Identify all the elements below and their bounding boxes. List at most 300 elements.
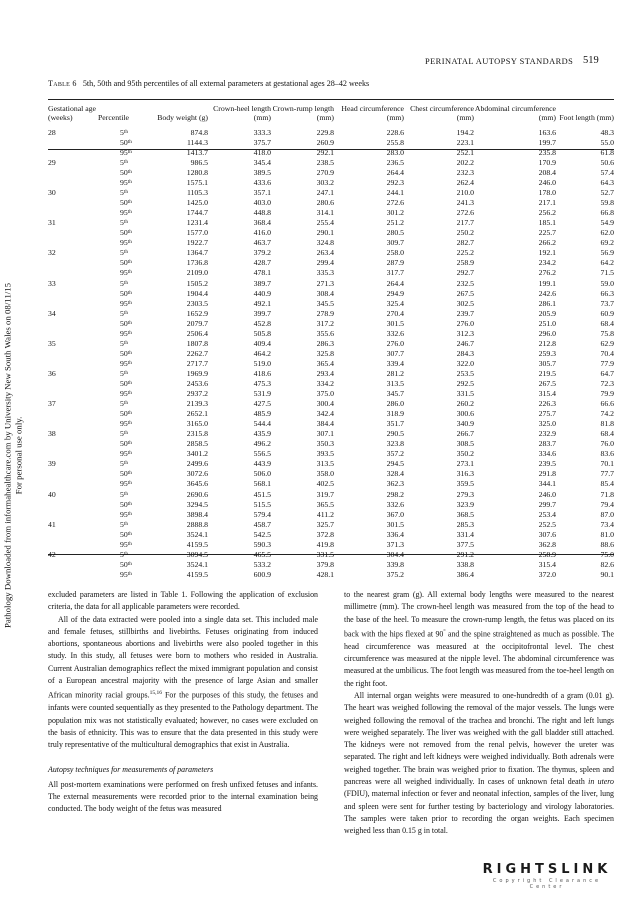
table-cell: 234.2: [538, 258, 556, 268]
percentile-suffix: th: [127, 299, 132, 306]
cell-gestational-age: [48, 409, 98, 419]
table-cell: 399.7: [253, 308, 271, 318]
table-row: [48, 399, 614, 409]
table-cell: 345.5: [316, 298, 334, 308]
table-cell: 358.0: [316, 469, 334, 479]
paragraph: [344, 589, 614, 690]
table-cell: 212.8: [538, 338, 556, 348]
table-cell: 260.9: [316, 137, 334, 147]
table-body: [48, 128, 614, 580]
table-cell: 303.2: [316, 178, 334, 188]
table-cell: 344.1: [538, 479, 556, 489]
table-cell: 331.4: [456, 529, 474, 539]
table-cell: 492.1: [253, 298, 271, 308]
table-cell: 307.6: [538, 529, 556, 539]
table-cell: 355.6: [316, 328, 334, 338]
table-row: [48, 409, 614, 419]
percentile-number: 50: [120, 258, 128, 268]
table-cell: 2499.6: [186, 459, 208, 469]
table-row: [48, 188, 614, 198]
table-cell: 357.1: [253, 188, 271, 198]
table-cell: 1652.9: [186, 308, 208, 318]
table-cell: 199.7: [538, 137, 556, 147]
table-row: [48, 319, 614, 329]
table-cell: 79.9: [600, 389, 614, 399]
table-cell: 556.5: [253, 449, 271, 459]
table-cell: 301.5: [386, 519, 404, 529]
cell-percentile: [98, 299, 138, 309]
table-cell: 314.1: [316, 208, 334, 218]
table-cell: 88.6: [600, 539, 614, 549]
paragraph: excluded parameters are listed in Table 1. Following the application of exclusion criteria, the data for all applicable parameters were recorded.: [48, 590, 318, 612]
cell-percentile: [98, 178, 138, 188]
header-abdominal-circumference: Abdominal circumference (mm): [474, 104, 556, 123]
table-cell: 428.1: [316, 569, 334, 579]
table-cell: 246.0: [538, 178, 556, 188]
table-cell: 275.7: [538, 409, 556, 419]
table-row: [48, 198, 614, 208]
table-row: [48, 138, 614, 148]
table-row: [48, 439, 614, 449]
table-cell: 194.2: [456, 127, 474, 137]
table-cell: 452.8: [253, 318, 271, 328]
table-row: [48, 268, 614, 278]
table-row: [48, 570, 614, 580]
table-cell: 568.1: [253, 479, 271, 489]
table-cell: 217.1: [538, 198, 556, 208]
table-cell: 296.0: [538, 328, 556, 338]
cell-gestational-age: [48, 560, 98, 570]
table-cell: 73.7: [600, 298, 614, 308]
table-cell: 270.9: [316, 168, 334, 177]
cell-percentile: [98, 389, 138, 399]
percentile-number: 5: [120, 127, 124, 137]
table-row: [48, 148, 614, 158]
table-cell: 542.5: [253, 529, 271, 539]
table-cell: 986.5: [190, 157, 208, 167]
table-cell: 336.4: [386, 529, 404, 539]
table-row: [48, 299, 614, 309]
table-cell: 259.3: [538, 348, 556, 358]
cell-percentile: [98, 258, 138, 268]
table-cell: 272.6: [386, 198, 404, 208]
percentile-number: 50: [120, 469, 128, 479]
table-cell: 253.4: [538, 509, 556, 519]
percentile-suffix: th: [127, 239, 132, 246]
percentile-number: 95: [120, 539, 128, 549]
table-cell: 3524.1: [186, 529, 208, 539]
cell-gestational-age: 42: [48, 549, 56, 559]
table-cell: 2717.7: [186, 358, 208, 368]
table-cell: 4159.5: [186, 539, 208, 549]
table-cell: 291.8: [538, 469, 556, 479]
table-cell: 66.3: [600, 288, 614, 298]
table-cell: 2109.0: [186, 268, 208, 278]
table-cell: 258.9: [538, 549, 556, 559]
table-row: [48, 359, 614, 369]
cell-gestational-age: [48, 208, 98, 218]
table-cell: 298.2: [386, 489, 404, 499]
table-cell: 225.2: [456, 248, 474, 258]
cell-percentile: [98, 289, 138, 299]
table-cell: 70.1: [600, 459, 614, 469]
table-cell: 2858.5: [186, 439, 208, 449]
download-notice-line1: Pathology Downloaded from informahealthcare.com by University New South Wales on 08/11/15: [2, 283, 13, 628]
table-row: [48, 379, 614, 389]
cell-percentile: [98, 379, 138, 389]
table-cell: 48.3: [600, 127, 614, 137]
cell-percentile: [98, 459, 138, 469]
table-cell: 505.8: [253, 328, 271, 338]
percentile-suffix: th: [127, 269, 132, 276]
cell-gestational-age: [48, 329, 98, 339]
table-cell: 2453.6: [186, 378, 208, 388]
table-cell: 1280.8: [186, 168, 208, 177]
table-cell: 362.3: [386, 479, 404, 489]
table-cell: 367.0: [386, 509, 404, 519]
table-cell: 256.2: [538, 208, 556, 218]
table-row: [48, 369, 614, 379]
table-cell: 317.7: [386, 268, 404, 278]
table-cell: 1505.2: [186, 278, 208, 288]
table-cell: 300.6: [456, 409, 474, 419]
cell-gestational-age: [48, 268, 98, 278]
cell-percentile: [98, 238, 138, 248]
percentile-suffix: th: [127, 570, 132, 577]
table-row: [48, 228, 614, 238]
table-cell: 71.5: [600, 268, 614, 278]
table-row: [48, 168, 614, 178]
cell-percentile: [98, 188, 138, 198]
table-cell: 54.9: [600, 218, 614, 228]
table-cell: 272.6: [456, 208, 474, 218]
table-cell: 338.8: [456, 559, 474, 569]
percentile-number: 5: [120, 459, 124, 469]
percentile-suffix: th: [127, 259, 132, 266]
running-title: PERINATAL AUTOPSY STANDARDS: [425, 57, 574, 66]
table-cell: 403.0: [253, 198, 271, 208]
table-cell: 1231.4: [186, 218, 208, 228]
percentile-number: 5: [120, 157, 124, 167]
percentile-number: 95: [120, 449, 128, 459]
table-cell: 600.9: [253, 569, 271, 579]
table-cell: 372.8: [316, 529, 334, 539]
table-row: [48, 178, 614, 188]
paragraph-text: All internal organ weights were measured to one-hundredth of a gram (0.01 g). The heart was weighed following the removal of the major vessels. The lungs were weighed following the removal of the trachea and bronchi. The right and left lungs were weighed separately. The liver was weighed with the gall bladder still attached. The kidneys were not removed from the renal pelvis, however the ureter was separated. The right and left kidneys were weighed individually. Both adrenals were weighed together. The brain was weighed prior to fixation. The thymus, spleen and pancreas were all weighed individually. In cases of unknown fetal death: [344, 691, 614, 787]
table-cell: 362.8: [538, 539, 556, 549]
table-cell: 334.6: [538, 449, 556, 459]
table-cell: 2690.6: [186, 489, 208, 499]
table-cell: 323.8: [386, 439, 404, 449]
table-cell: 428.7: [253, 258, 271, 268]
cell-gestational-age: 36: [48, 368, 56, 378]
table-cell: 77.9: [600, 358, 614, 368]
table-cell: 319.7: [316, 489, 334, 499]
table-row: [48, 530, 614, 540]
table-cell: 345.4: [253, 157, 271, 167]
table-cell: 443.9: [253, 459, 271, 469]
table-cell: 64.3: [600, 178, 614, 188]
percentile-number: 50: [120, 499, 128, 509]
table-cell: 308.5: [456, 439, 474, 449]
table-cell: 339.4: [386, 358, 404, 368]
table-cell: 69.2: [600, 238, 614, 248]
cell-percentile: [98, 309, 138, 319]
table-cell: 290.5: [386, 429, 404, 439]
header-crown-heel: Crown-heel length (mm): [213, 104, 271, 123]
table-cell: 75.0: [600, 549, 614, 559]
table-cell: 202.2: [456, 157, 474, 167]
table-cell: 371.3: [386, 539, 404, 549]
table-cell: 393.5: [316, 449, 334, 459]
percentile-suffix: th: [127, 209, 132, 216]
table-row: [48, 128, 614, 138]
header-body-weight: Body weight (g): [157, 113, 208, 123]
percentile-suffix: th: [123, 369, 128, 376]
table-row: [48, 329, 614, 339]
table-cell: 286.0: [386, 399, 404, 409]
cell-percentile: [98, 148, 138, 158]
table-cell: 283.7: [538, 439, 556, 449]
table-cell: 163.6: [538, 127, 556, 137]
table-cell: 402.5: [316, 479, 334, 489]
percentile-suffix: th: [127, 329, 132, 336]
percentile-number: 95: [120, 328, 128, 338]
percentile-suffix: th: [127, 440, 132, 447]
table-cell: 368.5: [456, 509, 474, 519]
table-caption-text: 5th, 50th and 95th percentiles of all external parameters at gestational ages 28–42 weeks: [82, 79, 370, 88]
table-row: [48, 520, 614, 530]
table-cell: 292.7: [456, 268, 474, 278]
table-cell: 515.5: [253, 499, 271, 509]
cell-percentile: [98, 439, 138, 449]
citation: 15,16: [149, 690, 162, 697]
cell-gestational-age: [48, 178, 98, 188]
table-cell: 273.1: [456, 459, 474, 469]
table-cell: 3165.0: [186, 419, 208, 429]
table-cell: 433.6: [253, 178, 271, 188]
table-cell: 87.0: [600, 509, 614, 519]
table-cell: 270.4: [386, 308, 404, 318]
table-row: [48, 459, 614, 469]
rightslink-logo-subtitle: Copyright Clearance Center: [492, 878, 602, 890]
table-cell: 252.1: [456, 147, 474, 157]
table-cell: 75.8: [600, 328, 614, 338]
table-row: [48, 238, 614, 248]
paragraph-text: For the purposes of this study, the fetuses and infants were counted sequentially as they presented to the Pathology department. The population mix was not statistically evaluated; however, no cases were excluded on the basis of ethnicity. This was to ensure that the data presented in this study were truly representative of the multicultural demographics that exist in Australia.: [48, 691, 318, 750]
table-cell: 66.6: [600, 399, 614, 409]
cell-gestational-age: 37: [48, 399, 56, 409]
percentile-suffix: th: [127, 148, 132, 155]
paragraph-text: to the nearest gram (g). All external body lengths were measured to the nearest millimetre (mm). The crown-heel length was measured from the top of the head to the base of the heel. To measure the crown-rump length, the fetus was placed on its back with the hips flexed at 90: [344, 590, 614, 639]
table-cell: 229.8: [316, 127, 334, 137]
table-cell: 1575.1: [186, 178, 208, 188]
table-cell: 359.5: [456, 479, 474, 489]
cell-gestational-age: 30: [48, 188, 56, 198]
percentile-number: 5: [120, 218, 124, 228]
table-cell: 389.5: [253, 168, 271, 177]
header-chest-circumference: Chest circumference (mm): [410, 104, 474, 123]
table-cell: 292.3: [386, 178, 404, 188]
table-cell: 238.5: [316, 157, 334, 167]
cell-gestational-age: [48, 349, 98, 359]
percentile-number: 95: [120, 569, 128, 579]
table-cell: 325.4: [386, 298, 404, 308]
italic-term: in utero: [588, 777, 614, 787]
table-cell: 331.5: [316, 549, 334, 559]
percentile-suffix: th: [127, 138, 132, 145]
percentile-number: 50: [120, 439, 128, 449]
percentile-suffix: th: [123, 550, 128, 557]
percentile-suffix: th: [123, 219, 128, 226]
cell-gestational-age: 32: [48, 248, 56, 258]
cell-percentile: [98, 530, 138, 540]
cell-percentile: [98, 218, 138, 228]
percentile-number: 5: [120, 308, 124, 318]
download-notice: [3, 171, 24, 741]
percentile-suffix: th: [123, 249, 128, 256]
table-cell: 531.9: [253, 389, 271, 399]
percentile-suffix: th: [127, 500, 132, 507]
paragraph: [344, 690, 614, 838]
percentile-suffix: th: [127, 560, 132, 567]
cell-gestational-age: 40: [48, 489, 56, 499]
table-cell: 258.9: [456, 258, 474, 268]
table-cell: 333.3: [253, 127, 271, 137]
table-cell: 365.5: [316, 499, 334, 509]
table-cell: 309.7: [386, 238, 404, 248]
percentile-number: 5: [120, 489, 124, 499]
percentile-number: 95: [120, 268, 128, 278]
cell-percentile: [98, 560, 138, 570]
table-cell: 81.0: [600, 529, 614, 539]
cell-percentile: [98, 248, 138, 258]
table-cell: 304.4: [386, 549, 404, 559]
header-foot-length: Foot length (mm): [559, 113, 614, 123]
percentile-number: 95: [120, 147, 128, 157]
page-number: 519: [583, 55, 599, 66]
percentile-suffix: th: [123, 279, 128, 286]
table-cell: 874.8: [190, 127, 208, 137]
table-row: [48, 510, 614, 520]
table-cell: 463.7: [253, 238, 271, 248]
table-cell: 286.1: [538, 298, 556, 308]
table-cell: 1105.3: [186, 188, 208, 198]
table-cell: 287.9: [386, 258, 404, 268]
table-cell: 506.0: [253, 469, 271, 479]
table-cell: 340.9: [456, 419, 474, 429]
table-cell: 3401.2: [186, 449, 208, 459]
table-cell: 350.2: [456, 449, 474, 459]
cell-percentile: [98, 168, 138, 178]
cell-percentile: [98, 359, 138, 369]
table-cell: 375.7: [253, 137, 271, 147]
table-row: [48, 248, 614, 258]
table-cell: 1969.9: [186, 368, 208, 378]
table-cell: 451.5: [253, 489, 271, 499]
table-cell: 281.2: [386, 368, 404, 378]
percentile-suffix: th: [127, 229, 132, 236]
table-cell: 258.0: [386, 248, 404, 258]
percentile-number: 50: [120, 198, 128, 208]
table-cell: 315.4: [538, 389, 556, 399]
cell-gestational-age: 31: [48, 218, 56, 228]
table-cell: 3898.4: [186, 509, 208, 519]
cell-gestational-age: [48, 419, 98, 429]
table-cell: 199.1: [538, 278, 556, 288]
table-cell: 386.4: [456, 569, 474, 579]
table-cell: 496.2: [253, 439, 271, 449]
table-cell: 285.3: [456, 519, 474, 529]
percentile-suffix: th: [123, 309, 128, 316]
table-top-rule: [48, 99, 614, 100]
table-cell: 368.4: [253, 218, 271, 228]
cell-percentile: [98, 138, 138, 148]
table-cell: 448.8: [253, 208, 271, 218]
percentile-number: 95: [120, 358, 128, 368]
cell-percentile: [98, 329, 138, 339]
cell-gestational-age: [48, 138, 98, 148]
table-cell: 77.7: [600, 469, 614, 479]
table-cell: 313.5: [316, 459, 334, 469]
cell-gestational-age: [48, 389, 98, 399]
table-cell: 210.0: [456, 188, 474, 198]
table-cell: 62.9: [600, 338, 614, 348]
table-cell: 81.8: [600, 419, 614, 429]
table-cell: 331.5: [456, 389, 474, 399]
cell-gestational-age: [48, 238, 98, 248]
table-row: [48, 339, 614, 349]
table-cell: 322.0: [456, 358, 474, 368]
cell-percentile: [98, 469, 138, 479]
table-cell: 332.6: [386, 328, 404, 338]
cell-percentile: [98, 198, 138, 208]
table-cell: 3645.6: [186, 479, 208, 489]
table-cell: 307.1: [316, 429, 334, 439]
table-cell: 475.3: [253, 378, 271, 388]
table-cell: 1744.7: [186, 208, 208, 218]
table-cell: 351.7: [386, 419, 404, 429]
percentile-number: 95: [120, 419, 128, 429]
table-cell: 59.0: [600, 278, 614, 288]
table-cell: 56.9: [600, 248, 614, 258]
cell-gestational-age: 29: [48, 157, 56, 167]
cell-percentile: [98, 319, 138, 329]
table-cell: 4159.5: [186, 569, 208, 579]
table-cell: 266.2: [538, 238, 556, 248]
table-cell: 62.0: [600, 228, 614, 238]
percentile-number: 5: [120, 368, 124, 378]
header-head-circumference: Head circumference (mm): [341, 104, 404, 123]
percentile-suffix: th: [127, 319, 132, 326]
table-cell: 219.5: [538, 368, 556, 378]
percentile-number: 95: [120, 208, 128, 218]
table-cell: 1425.0: [186, 198, 208, 208]
percentile-suffix: th: [127, 359, 132, 366]
percentile-suffix: th: [127, 480, 132, 487]
table-cell: 312.3: [456, 328, 474, 338]
table-cell: 418.6: [253, 368, 271, 378]
table-cell: 228.6: [386, 127, 404, 137]
percentile-number: 5: [120, 188, 124, 198]
cell-gestational-age: [48, 299, 98, 309]
table-cell: 409.4: [253, 338, 271, 348]
cell-percentile: [98, 158, 138, 168]
percentile-suffix: th: [127, 470, 132, 477]
table-cell: 316.3: [456, 469, 474, 479]
cell-gestational-age: [48, 379, 98, 389]
table-cell: 533.2: [253, 559, 271, 569]
